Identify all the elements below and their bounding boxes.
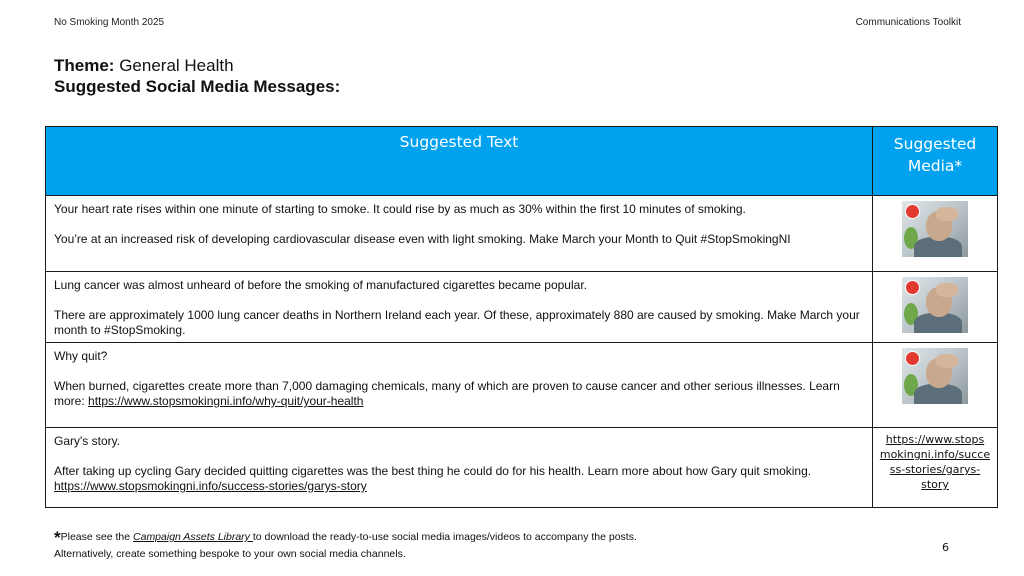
page-number: 6 <box>942 541 949 554</box>
message-paragraph: Why quit? <box>54 349 108 363</box>
message-paragraph: Gary's story. <box>54 434 121 448</box>
message-paragraph: Lung cancer was almost unheard of before the smoking of manufactured cigarettes became popular. <box>54 278 587 292</box>
media-cell <box>873 428 998 508</box>
table-header-row <box>46 127 998 196</box>
your-health-link[interactable]: https://www.stopsmokingni.info/why-quit/your-health <box>88 394 364 408</box>
media-cell <box>873 272 998 343</box>
column-header-suggested-media: Suggested Media* <box>873 127 998 196</box>
header-document-name: Communications Toolkit <box>855 17 961 28</box>
table-row <box>46 272 998 343</box>
campaign-badge-icon <box>905 351 920 366</box>
column-header-suggested-text: Suggested Text <box>46 127 873 196</box>
theme-label: Theme: <box>54 56 115 75</box>
message-cell <box>46 343 873 428</box>
table-row <box>46 428 998 508</box>
media-thumbnail-image[interactable] <box>902 348 968 404</box>
campaign-assets-library-link[interactable]: Campaign Assets Library <box>133 531 253 543</box>
theme-line <box>54 55 340 76</box>
message-paragraph: You’re at an increased risk of developing cardiovascular disease even with light smoking. Make March your Month to Quit #StopSmokingNI <box>54 232 791 246</box>
message-cell <box>46 272 873 343</box>
campaign-badge-icon <box>905 204 920 219</box>
message-paragraph: There are approximately 1000 lung cancer deaths in Northern Ireland each year. Of these, approximately 880 are caused by smoking. Make March your month to #StopSmoking. <box>54 308 860 337</box>
garys-story-link[interactable]: https://www.stopsmokingni.info/success-stories/garys-story <box>54 479 367 493</box>
message-paragraph: After taking up cycling Gary decided quitting cigarettes was the best thing he could do for his health. Learn more about how Gary quit smoking. https://www.stopsmokingni.info/success-stories/garys-story <box>54 464 812 493</box>
footnote <box>54 529 637 562</box>
campaign-badge-icon <box>905 280 920 295</box>
messages-table <box>45 126 998 508</box>
page-subtitle: Suggested Social Media Messages: <box>54 77 341 96</box>
theme-value: General Health <box>119 56 234 75</box>
media-garys-story-link[interactable]: https://www.stops mokingni.info/succe ss-stories/garys- story <box>879 433 991 491</box>
theme-block <box>54 55 340 97</box>
header-event-name: No Smoking Month 2025 <box>54 17 165 28</box>
footnote-asterisk: * <box>54 528 61 547</box>
media-cell <box>873 343 998 428</box>
media-thumbnail-image[interactable] <box>902 201 968 257</box>
message-paragraph: Your heart rate rises within one minute of starting to smoke. It could rise by as much as 30% within the first 10 minutes of smoking. <box>54 202 746 216</box>
message-paragraph: When burned, cigarettes create more than 7,000 damaging chemicals, many of which are proven to cause cancer and other serious illnesses. Learn more: https://www.stopsmokingni.info/why-quit/your-health <box>54 379 840 408</box>
footnote-line-2: Alternatively, create something bespoke to your own social media channels. <box>54 548 406 560</box>
message-cell <box>46 196 873 272</box>
footnote-line-1: *Please see the Campaign Assets Library to download the ready-to-use social media images/videos to accompany the posts. <box>54 528 637 547</box>
message-cell <box>46 428 873 508</box>
table-row <box>46 196 998 272</box>
media-cell <box>873 196 998 272</box>
table-row <box>46 343 998 428</box>
media-thumbnail-image[interactable] <box>902 277 968 333</box>
